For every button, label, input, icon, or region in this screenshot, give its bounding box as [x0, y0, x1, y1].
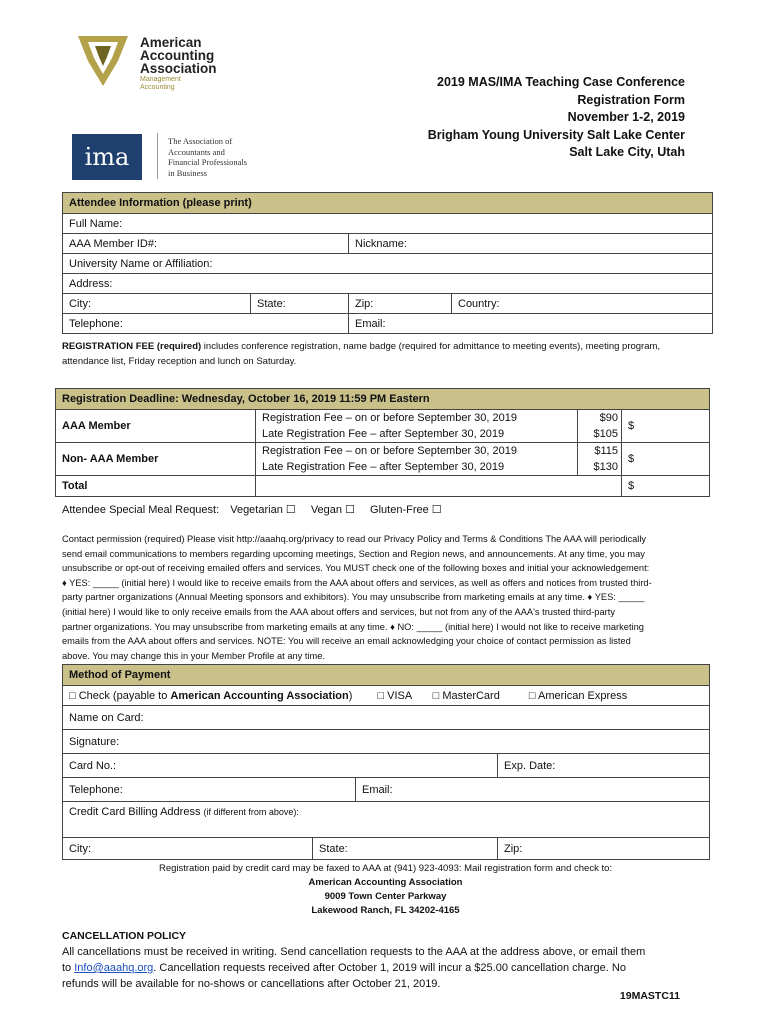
conference-title: 2019 MAS/IMA Teaching Case Conference	[437, 75, 685, 89]
logo-divider	[157, 133, 158, 179]
fee-row-nonmember	[56, 443, 710, 476]
mail-to-block: Registration paid by credit card may be faxed to AAA at (941) 923-4093: Mail registration form and check to: American Accounting Association 9009 Town Center Parkway Lakewood Ranch, FL 34202-4165	[158, 863, 613, 916]
meal-request	[62, 503, 442, 516]
fee-description: Registration Fee – on or before September 30, 2019 Late Registration Fee – after September 30, 2019	[256, 443, 578, 476]
aaa-shield-icon	[68, 26, 138, 96]
payment-telephone-field[interactable]: Telephone:	[63, 778, 356, 802]
ima-tagline: The Association of Accountants and Financial Professionals in Business	[168, 136, 248, 178]
fee-description: Registration Fee – on or before September 30, 2019 Late Registration Fee – after September 30, 2019	[256, 410, 578, 443]
vegan-option[interactable]: Vegan ☐	[310, 504, 355, 516]
visa-option[interactable]: □ VISA	[377, 689, 412, 702]
payment-table	[62, 664, 710, 860]
university-field[interactable]: University Name or Affiliation:	[63, 254, 713, 274]
meal-label: Attendee Special Meal Request:	[62, 504, 220, 516]
checkbox-icon[interactable]: ☐	[345, 504, 355, 516]
attendee-table	[62, 192, 713, 334]
member-id-field[interactable]: AAA Member ID#:	[63, 234, 349, 254]
fee-prices: $115 $130	[578, 443, 622, 476]
conference-heading	[428, 74, 685, 162]
check-option[interactable]: □ Check (payable to American Accounting Association)	[69, 689, 353, 702]
mastercard-option[interactable]: □ MasterCard	[432, 689, 500, 702]
form-title: Registration Form	[577, 92, 685, 107]
fee-label: AAA Member	[56, 410, 256, 443]
billing-address-field[interactable]: Credit Card Billing Address (if different from above):	[63, 802, 710, 838]
checkbox-icon[interactable]: ☐	[431, 504, 442, 516]
fee-row-member	[56, 410, 710, 443]
email-field[interactable]: Email:	[349, 314, 713, 334]
exp-date-field[interactable]: Exp. Date:	[498, 754, 710, 778]
ima-logo: ima	[72, 134, 142, 180]
total-amount-field[interactable]: $	[622, 476, 710, 497]
payment-heading: Method of Payment	[63, 665, 710, 686]
city-field[interactable]: City:	[63, 294, 251, 314]
email-link[interactable]: Info@aaahq.org	[74, 962, 154, 974]
payment-options	[63, 686, 710, 706]
payment-state-field[interactable]: State:	[313, 838, 498, 860]
cancellation-heading: CANCELLATION POLICY	[62, 930, 187, 942]
country-field[interactable]: Country:	[452, 294, 713, 314]
attendee-heading: Attendee Information (please print)	[63, 193, 713, 214]
zip-field[interactable]: Zip:	[349, 294, 452, 314]
state-field[interactable]: State:	[251, 294, 349, 314]
nickname-field[interactable]: Nickname:	[349, 234, 713, 254]
form-code: 19MASTC11	[619, 990, 680, 1002]
payment-city-field[interactable]: City:	[63, 838, 313, 860]
fee-label: Non- AAA Member	[56, 443, 256, 476]
aaa-section: Management Accounting	[140, 76, 181, 91]
fee-prices: $90 $105	[578, 410, 622, 443]
payment-zip-field[interactable]: Zip:	[498, 838, 710, 860]
fee-amount-field[interactable]: $	[622, 410, 710, 443]
vegetarian-option[interactable]: Vegetarian ☐	[230, 504, 296, 516]
total-label: Total	[56, 476, 256, 497]
total-spacer	[256, 476, 622, 497]
gluten-free-option[interactable]: Gluten-Free ☐	[370, 504, 442, 516]
contact-permission: Contact permission (required) Please visit http://aaahq.org/privacy to read our Privacy Policy and Terms & Conditions The AAA will periodically send email communications to members regarding upcoming meetings, Section and Region news, and announcements. At any time, you may unsubscribe or opt-out of receiving emailed offers and services. You MUST check one of the following boxes and initial your acknowledgement: ♦ YES: _____ (initial here) I would like to receive emails from the AAA about offers and services, as well as offers and notices from trusted third- party partner organizations (Annual Meeting sponsors and exhibitors). You may unsubscribe from marketing emails at any time. ♦ YES: _____ (initial here) I would like to only receive emails from the AAA about offers and services, but not from any of the AAA's trusted third-party partner organizations. You may unsubscribe from marketing emails at any time. ♦ NO: _____ (initial here) I would not like to receive marketing emails from the AAA about offers and services. NOTE: You will receive an email acknowledging your choice of contact permission as listed above. You may change this in your Member Profile at any time.	[62, 534, 652, 661]
fee-amount-field[interactable]: $	[622, 443, 710, 476]
full-name-field[interactable]: Full Name:	[63, 214, 713, 234]
card-number-field[interactable]: Card No.:	[63, 754, 498, 778]
aaa-name: American Accounting Association	[140, 35, 217, 76]
name-on-card-field[interactable]: Name on Card:	[63, 706, 710, 730]
conference-city: Salt Lake City, Utah	[569, 145, 685, 159]
registration-table	[55, 388, 710, 497]
telephone-field[interactable]: Telephone:	[63, 314, 349, 334]
signature-field[interactable]: Signature:	[63, 730, 710, 754]
conference-venue: Brigham Young University Salt Lake Center	[427, 127, 685, 142]
payment-email-field[interactable]: Email:	[356, 778, 710, 802]
fee-note: REGISTRATION FEE (required) includes conference registration, name badge (required for admittance to meeting events), meeting program, attendance list, Friday reception and lunch on Saturday.	[62, 341, 661, 367]
cancellation-policy: CANCELLATION POLICY All cancellations must be received in writing. Send cancellation requests to the AAA at the address above, or email them to Info@aaahq.org. Cancellation requests received after October 1, 2019 will incur a $25.00 cancellation charge. No refunds will be available for no-shows or cancellations after October 21, 2019.	[62, 928, 732, 992]
checkbox-icon[interactable]: ☐	[285, 504, 296, 516]
conference-dates: November 1-2, 2019	[567, 110, 685, 124]
address-field[interactable]: Address:	[63, 274, 713, 294]
amex-option[interactable]: □ American Express	[528, 689, 628, 702]
registration-heading: Registration Deadline: Wednesday, October 16, 2019 11:59 PM Eastern	[56, 389, 710, 410]
